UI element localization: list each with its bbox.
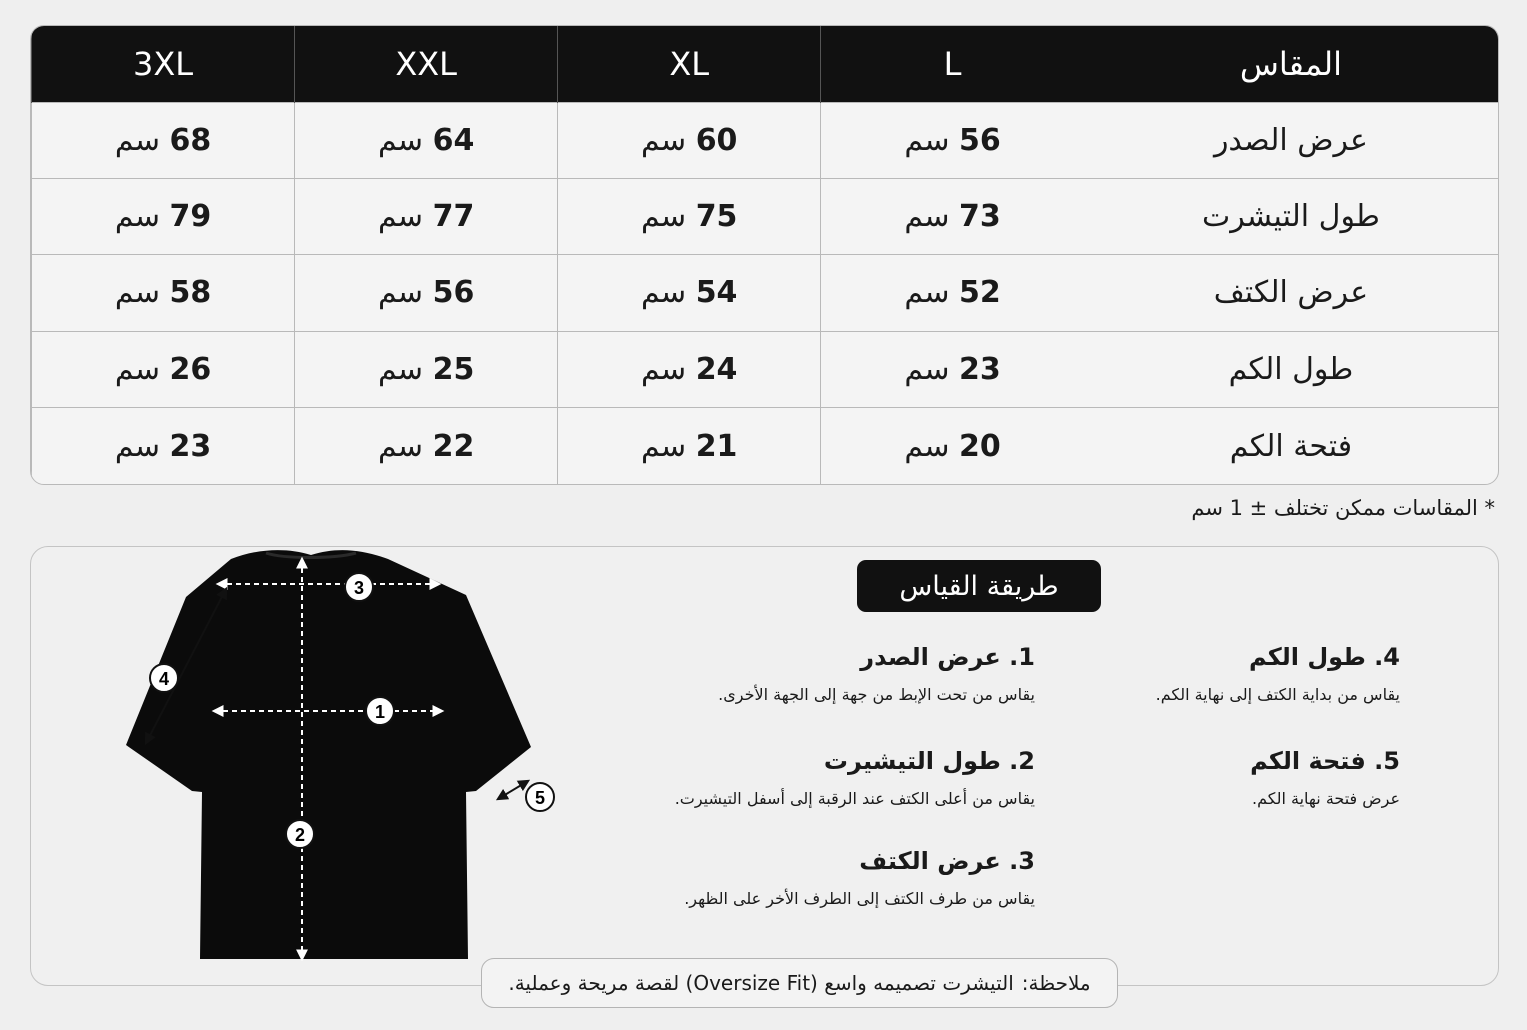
unit-label: سم [377,275,424,311]
header-3xl: 3XL [32,26,295,102]
measurement-cell [295,178,558,254]
step-shoulder-width [684,847,1035,908]
note-label: ملاحظة: [1021,971,1091,995]
step-description: يقاس من تحت الإبط من جهة إلى الجهة الأخرى. [718,685,1035,704]
measurement-value: 24 [695,351,738,387]
marker-2 [286,820,314,848]
measurement-value: 58 [169,275,212,311]
measurement-cell [821,331,1084,407]
note-text: التيشرت تصميمه واسع (Oversize Fit) لقصة مريحة وعملية. [508,971,1014,995]
measurement-value: 60 [695,122,738,158]
marker-4 [150,664,178,692]
measurement-value: 23 [169,428,212,464]
measurement-cell [32,178,295,254]
unit-label: سم [114,351,160,387]
measurement-value: 77 [432,199,475,235]
measurement-value: 56 [959,122,1001,158]
measurement-value: 75 [695,199,738,235]
measurement-cell [558,102,821,178]
table-row [32,331,1499,407]
svg-text:3: 3 [353,578,365,598]
measurement-value: 79 [169,199,212,235]
measurement-value: 52 [959,275,1001,311]
header-xl: XL [558,26,821,102]
tshirt-diagram [106,547,566,977]
svg-text:2: 2 [294,825,306,845]
unit-label: سم [904,351,950,387]
measurement-cell [558,331,821,407]
measurement-guide-panel [30,546,1499,986]
measurement-value: 56 [432,275,475,311]
measurement-cell [821,102,1084,178]
measurement-cell [821,408,1084,484]
measurement-value: 25 [432,351,475,387]
measurement-cell [32,255,295,331]
measurement-value: 68 [169,122,212,158]
unit-label: سم [641,275,687,311]
measurement-value: 20 [959,428,1001,464]
measurement-value: 54 [695,275,738,311]
step-heading: 2. طول التيشيرت [823,747,1035,775]
oversize-fit-note [481,958,1118,1008]
unit-label: سم [904,428,950,464]
unit-label: سم [904,199,950,235]
svg-text:4: 4 [158,669,170,689]
tshirt-body [126,550,531,959]
table-header-row [32,26,1499,102]
measurement-label: عرض الكتف [1084,255,1498,331]
unit-label: سم [641,428,687,464]
table-row [32,408,1499,484]
measurement-cell [558,408,821,484]
guide-title: طريقة القياس [857,560,1101,612]
step-heading: 3. عرض الكتف [859,847,1035,875]
measurement-cell [558,178,821,254]
unit-label: سم [641,351,687,387]
measurement-cell [295,255,558,331]
unit-label: سم [377,199,424,235]
step-heading: 4. طول الكم [1248,643,1400,671]
step-description: يقاس من أعلى الكتف عند الرقبة إلى أسفل التيشيرت. [674,789,1035,808]
svg-text:1: 1 [374,702,386,722]
unit-label: سم [641,199,687,235]
step-shirt-length [675,747,1035,808]
svg-text:5: 5 [534,788,546,808]
step-chest-width [718,643,1035,704]
header-size: المقاس [1084,26,1498,102]
table-row [32,178,1499,254]
measurement-value: 21 [695,428,738,464]
step-description: يقاس من طرف الكتف إلى الطرف الأخر على الظهر. [684,889,1035,908]
step-description: يقاس من بداية الكتف إلى نهاية الكم. [1155,685,1400,704]
measurement-value: 26 [169,351,212,387]
measurement-value: 22 [432,428,475,464]
unit-label: سم [114,199,160,235]
measurement-cell [32,331,295,407]
header-l: L [821,26,1084,102]
measurement-cell [295,102,558,178]
measurement-cell [558,255,821,331]
measurement-label: طول التيشرت [1084,178,1498,254]
unit-label: سم [114,428,160,464]
measurement-value: 64 [432,122,475,158]
size-chart-table [30,25,1499,485]
unit-label: سم [904,275,950,311]
step-sleeve-opening [1250,747,1400,808]
step-heading: 5. فتحة الكم [1250,747,1400,775]
measurement-cell [295,408,558,484]
measurement-cell [32,408,295,484]
unit-label: سم [114,122,160,158]
measurement-value: 23 [959,351,1001,387]
measurement-cell [821,255,1084,331]
unit-label: سم [377,351,424,387]
unit-label: سم [904,122,950,158]
marker-3 [345,573,373,601]
step-sleeve-length [1156,643,1400,704]
marker-1 [366,697,394,725]
step-description: عرض فتحة نهاية الكم. [1252,789,1400,808]
measurement-label: طول الكم [1084,331,1498,407]
step-heading: 1. عرض الصدر [860,643,1035,671]
marker-5 [526,783,554,811]
measurement-cell [821,178,1084,254]
table-row [32,255,1499,331]
tolerance-note: * المقاسات ممكن تختلف ± 1 سم [1191,496,1495,520]
measurement-cell [32,102,295,178]
unit-label: سم [377,122,424,158]
table-row [32,102,1499,178]
unit-label: سم [641,122,687,158]
measurement-label: عرض الصدر [1084,102,1498,178]
unit-label: سم [114,275,160,311]
measurement-cell [295,331,558,407]
unit-label: سم [377,428,424,464]
measurement-label: فتحة الكم [1084,408,1498,484]
header-xxl: XXL [295,26,558,102]
measurement-value: 73 [959,199,1001,235]
